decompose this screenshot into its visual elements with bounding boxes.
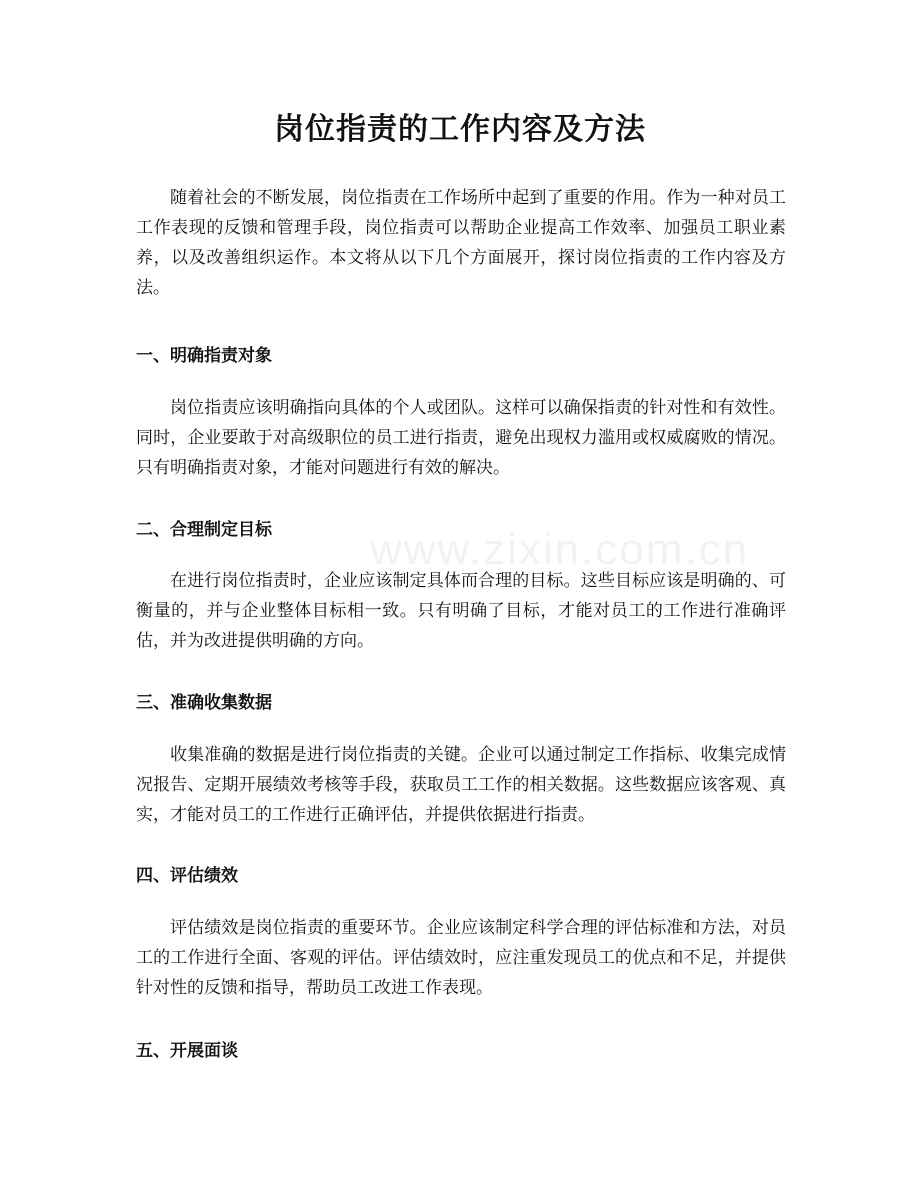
section-body-4: 评估绩效是岗位指责的重要环节。企业应该制定科学合理的评估标准和方法，对员工的工作进行全面、客观的评估。评估绩效时，应注重发现员工的优点和不足，并提供针对性的反馈和指导，帮助员工改进工作表现。: [136, 918, 786, 998]
section-body-1: 岗位指责应该明确指向具体的个人或团队。这样可以确保指责的针对性和有效性。同时，企业要敢于对高级职位的员工进行指责，避免出现权力滥用或权威腐败的情况。只有明确指责对象，才能对问题进行有效的解决。: [136, 398, 786, 478]
section-heading-3: 三、准确收集数据: [136, 693, 272, 713]
section-heading-2: 二、合理制定目标: [136, 520, 272, 540]
watermark: www.zixin.com.cn: [370, 525, 750, 574]
section-body-2: 在进行岗位指责时，企业应该制定具体而合理的目标。这些目标应该是明确的、可衡量的，并与企业整体目标相一致。只有明确了目标，才能对员工的工作进行准确评估，并为改进提供明确的方向。: [136, 571, 786, 651]
section-heading-1: 一、明确指责对象: [136, 346, 272, 366]
section-heading-4: 四、评估绩效: [136, 866, 238, 886]
intro-paragraph: 随着社会的不断发展，岗位指责在工作场所中起到了重要的作用。作为一种对员工工作表现的反馈和管理手段，岗位指责可以帮助企业提高工作效率、加强员工职业素养，以及改善组织运作。本文将从以下几个方面展开，探讨岗位指责的工作内容及方法。: [136, 188, 786, 298]
section-heading-5: 五、开展面谈: [136, 1041, 238, 1061]
section-body-3: 收集准确的数据是进行岗位指责的关键。企业可以通过制定工作指标、收集完成情况报告、定期开展绩效考核等手段，获取员工工作的相关数据。这些数据应该客观、真实，才能对员工的工作进行正确评估，并提供依据进行指责。: [136, 745, 786, 825]
document-title: 岗位指责的工作内容及方法: [274, 112, 646, 147]
